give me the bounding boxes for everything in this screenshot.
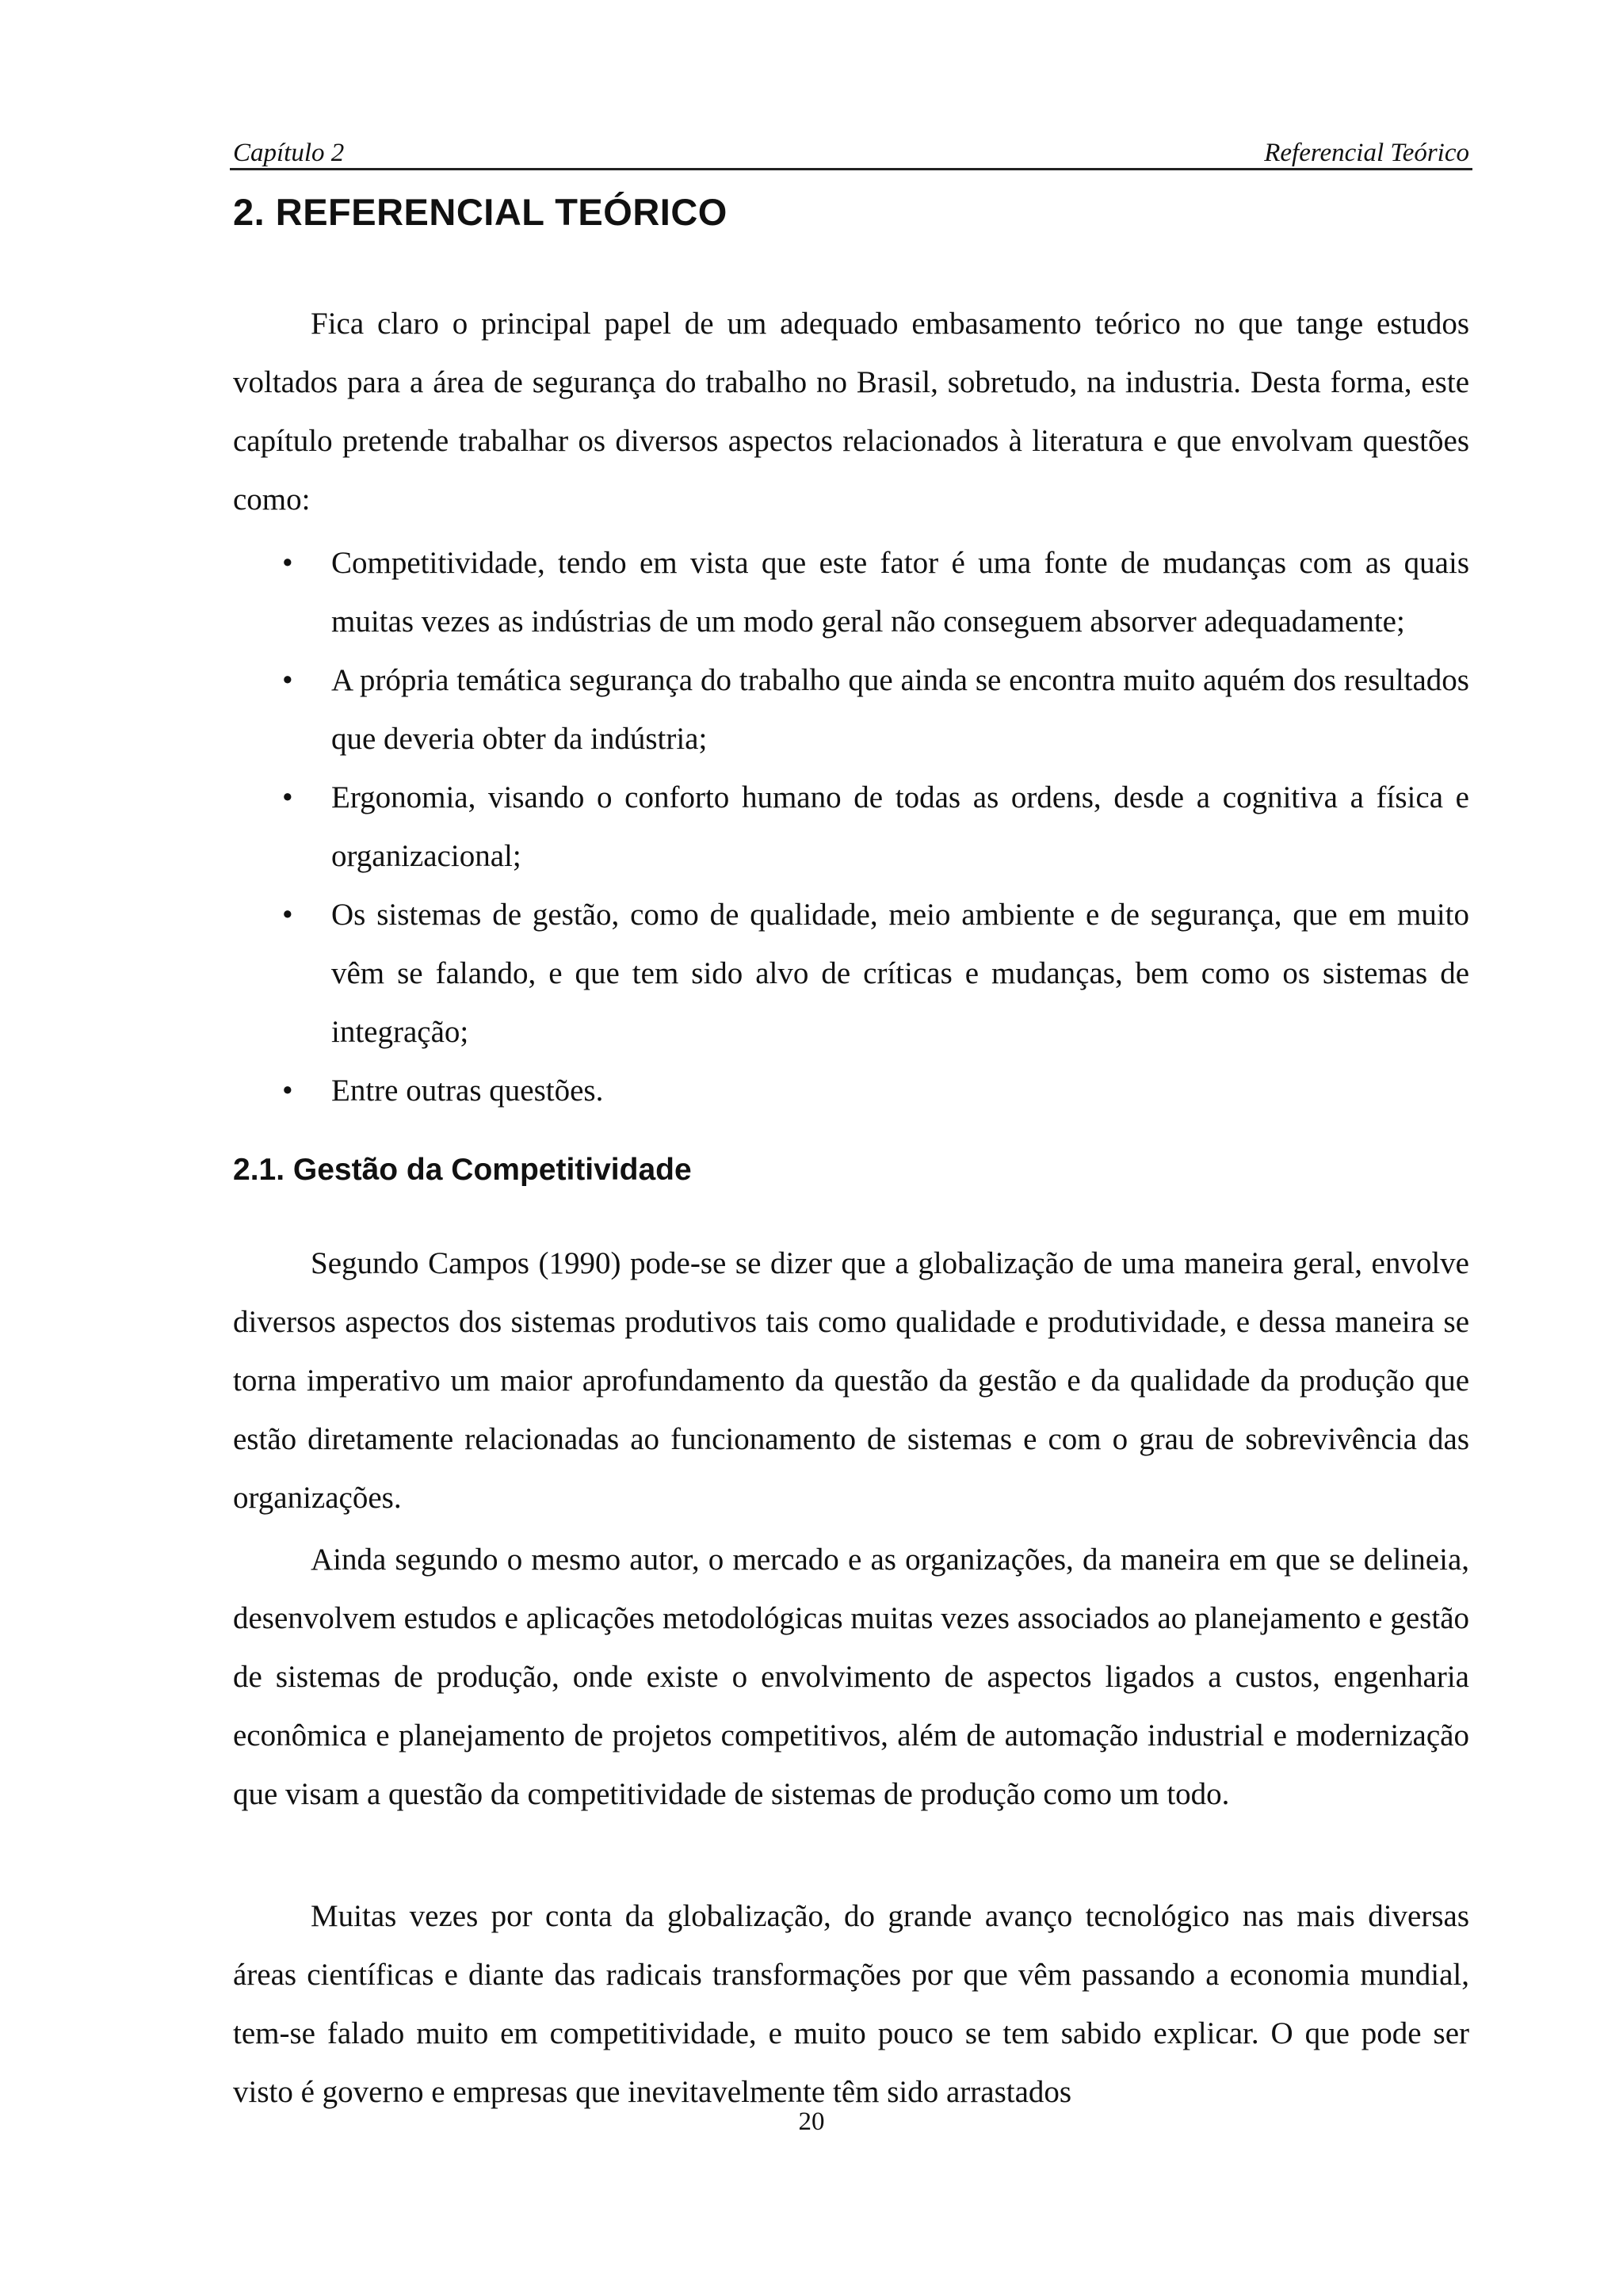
bullet-icon: • bbox=[282, 780, 293, 814]
bullet-text: Entre outras questões. bbox=[331, 1074, 604, 1108]
bullet-icon: • bbox=[282, 663, 293, 697]
section-title: 2.1. Gestão da Competitividade bbox=[233, 1153, 692, 1187]
topics-bullet-list bbox=[233, 534, 1469, 1120]
bullet-item bbox=[233, 651, 1469, 769]
bullet-icon: • bbox=[282, 546, 293, 580]
bullet-text: Ergonomia, visando o conforto humano de todas as ordens, desde a cognitiva a física e organizacional; bbox=[331, 780, 1469, 873]
chapter-title: 2. REFERENCIAL TEÓRICO bbox=[233, 191, 727, 233]
bullet-item bbox=[233, 1062, 1469, 1120]
bullet-text: A própria temática segurança do trabalho que ainda se encontra muito aquém dos resultados que deveria obter da indústria; bbox=[331, 663, 1469, 756]
body-paragraph: Ainda segundo o mesmo autor, o mercado e as organizações, da maneira em que se delineia, desenvolvem estudos e aplicações metodológicas muitas vezes associados ao planejamento e gestão de sistemas de produção, onde existe o envolvimento de aspectos ligados a custos, engenharia econômica e planejamento de projetos competitivos, além de automação industrial e modernização que visam a questão da competitividade de sistemas de produção como um todo. bbox=[233, 1543, 1469, 1811]
bullet-icon: • bbox=[282, 898, 293, 932]
body-paragraph: Muitas vezes por conta da globalização, do grande avanço tecnológico nas mais diversas áreas científicas e diante das radicais transformações por que vêm passando a economia mundial, tem-se falado muito em competitividade, e muito pouco se tem sabido explicar. O que pode ser visto é governo e empresas que inevitavelmente têm sido arrastados bbox=[233, 1899, 1469, 2109]
bullet-text: Os sistemas de gestão, como de qualidade, meio ambiente e de segurança, que em muito vêm se falando, e que tem sido alvo de críticas e mudanças, bem como os sistemas de integração; bbox=[331, 898, 1469, 1049]
header-section-label: Referencial Teórico bbox=[1264, 139, 1469, 167]
bullet-item bbox=[233, 534, 1469, 651]
intro-paragraph: Fica claro o principal papel de um adequado embasamento teórico no que tange estudos voltados para a área de segurança do trabalho no Brasil, sobretudo, na industria. Desta forma, este capítulo pretende trabalhar os diversos aspectos relacionados à literatura e que envolvam questões como: bbox=[233, 307, 1469, 517]
page-number: 20 bbox=[798, 2107, 825, 2136]
bullet-icon: • bbox=[282, 1074, 293, 1108]
running-header bbox=[230, 128, 1472, 170]
bullet-item bbox=[233, 886, 1469, 1062]
body-paragraph: Segundo Campos (1990) pode-se se dizer que a globalização de uma maneira geral, envolve diversos aspectos dos sistemas produtivos tais como qualidade e produtividade, e dessa maneira se torna imperativo um maior aprofundamento da questão da gestão e da qualidade da produção que estão diretamente relacionadas ao funcionamento de sistemas e com o grau de sobrevivência das organizações. bbox=[233, 1246, 1469, 1515]
bullet-item bbox=[233, 769, 1469, 886]
header-chapter-label: Capítulo 2 bbox=[233, 139, 345, 167]
bullet-text: Competitividade, tendo em vista que este fator é uma fonte de mudanças com as quais muitas vezes as indústrias de um modo geral não conseguem absorver adequadamente; bbox=[331, 546, 1469, 639]
